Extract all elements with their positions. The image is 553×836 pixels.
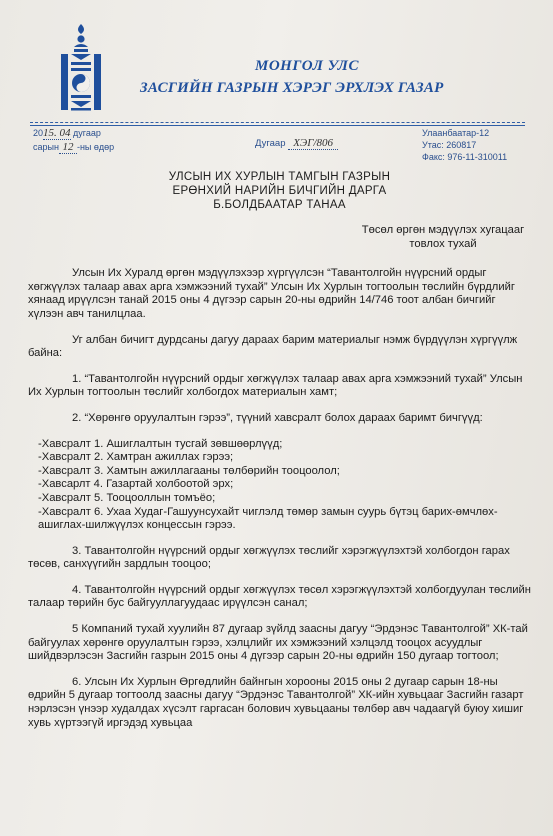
addressee-line: Б.БОЛДБААТАР ТАНАА — [213, 199, 346, 211]
soyombo-emblem-icon — [58, 22, 104, 114]
attachment-item: -Хавсралт 1. Ашиглалтын тусгай зөвшөөрлүүд; — [38, 437, 283, 450]
org-country: МОНГОЛ УЛС — [255, 58, 359, 74]
phone: Утас: 260817 — [422, 140, 477, 150]
paragraph: 6. Улсын Их Хурлын Өргөдлийн байнгын хорооны 2015 оны 2 дугаар сарын 18-ны өдрийн 5 дугаар тогтоолд заасны дагуу “Эрдэнэс Тавантолгой” ХК-ийн хувьцааг Засгийн газарт нэрлэсэн үнээр худалдах хүсэлт гаргасан болович хувьцааны төлбөр авч чадаагүй буюу хишиг хувь хүртээгүй иргэдэд хувьцаа — [28, 675, 524, 729]
paragraph: 5 Компаний тухай хуулийн 87 дугаар зүйлд заасны дагуу “Эрдэнэс Тавантолгой” ХК-тай байгуулах хөрөнгө оруулалтын гэрээ, хэлцлийг их хэмжээний хэлцэлд тооцох асуудлыг шийдвэрлэсэн Засгийн газрын 2015 оны 4 дүгээр сарын 20-ны өдрийн 150 дугаар тогтоол; — [28, 623, 528, 663]
contact-block — [422, 127, 507, 163]
date-suffix: дугаар — [73, 128, 101, 138]
handwritten-date-2: 12 — [59, 141, 77, 154]
number-label: Дугаар — [255, 138, 286, 149]
subject-line: Төсөл өргөн мэдүүлэх хугацааг — [361, 224, 525, 236]
date2-prefix: сарын — [33, 142, 59, 152]
date2-suffix: -ны өдөр — [76, 142, 115, 152]
date-line-2 — [33, 141, 114, 154]
addressee-line: ЕРӨНХИЙ НАРИЙН БИЧГИЙН ДАРГА — [172, 185, 387, 197]
header-rule-dashed — [30, 122, 525, 123]
date-line-1 — [33, 127, 101, 140]
paragraph: 1. “Тавантолгойн нүүрсний ордыг хөгжүүлэх талаар авах арга хэмжээний тухай” Улсын Их Хурлын тогтоолын төслийг холбогдох материалын хамт; — [28, 372, 523, 399]
addressee-line: УЛСЫН ИХ ХУРЛЫН ТАМГЫН ГАЗРЫН — [168, 171, 391, 183]
attachment-item: -Хавсралт 3. Хамтын ажиллагааны төлбөрийн тооцоолол; — [38, 464, 340, 477]
paragraph: Улсын Их Хуралд өргөн мэдүүлэхээр хүргүүлсэн “Тавантолгойн нүүрсний ордыг хөгжүүлэх талаар авах арга хэмжээний тухай” Улсын Их Хурлын тогтоолын төслийн бүрдлийг хянаад ирүүлсэн танай 2015 оны 4 дүгээр сарын 20-ны өдрийн 14/746 тоот албан бичгийг хүлээн авч танилцлаа. — [28, 267, 515, 320]
attachment-list — [38, 438, 531, 533]
fax: Факс: 976-11-310011 — [422, 152, 508, 162]
subject-block — [333, 224, 553, 251]
attachment-item: -Хавсралт 2. Хамтран ажиллах гэрээ; — [38, 451, 234, 464]
attachment-item: -Хавсралт 6. Ухаа Худаг-Гашуунсухайт чиглэлд төмөр замын суурь бүтэц барих-өмчлөх-ашиглах-шилжүүлэх концессын гэрээ. — [38, 505, 498, 532]
attachment-item: -Хавсралт 5. Тооцооллын томъёо; — [38, 491, 216, 504]
header-rule — [30, 125, 525, 126]
attachment-item: -Хавсарлт 4. Газартай холбоотой эрх; — [38, 478, 234, 491]
subject-line: товлох тухай — [409, 237, 477, 250]
letter-body — [28, 170, 531, 730]
handwritten-date-1: 15. 04 — [43, 127, 71, 139]
paragraph: 4. Тавантолгойн нүүрсний ордыг хөгжүүлэх төсөл хэрэгжүүлэхтэй холбогдуулан төслийн талаар төрийн бус байгууллагуудаас ирүүлсэн санал; — [28, 583, 531, 610]
paragraph: Уг албан бичигт дурдсаны дагуу дараах барим материалыг нэмж бүрдүүлэн хүргүүлж байна: — [28, 333, 518, 360]
paragraph: 3. Тавантолгойн нүүрсний ордыг хөгжүүлэх төслийг хэрэгжүүлэхтэй холбогдон гарах төсөв, санхүүгийн зардлын тооцоо; — [28, 544, 510, 571]
city: Улаанбаатар-12 — [422, 128, 490, 138]
date-prefix: 20 — [33, 128, 44, 138]
paragraph: 2. “Хөрөнгө оруулалтын гэрээ”, түүний хавсралт болох дараах баримт бичгүүд: — [72, 411, 483, 424]
org-name: ЗАСГИЙН ГАЗРЫН ХЭРЭГ ЭРХЛЭХ ГАЗАР — [140, 80, 444, 96]
handwritten-number: ХЭГ/806 — [288, 137, 338, 150]
number-line — [255, 137, 338, 150]
